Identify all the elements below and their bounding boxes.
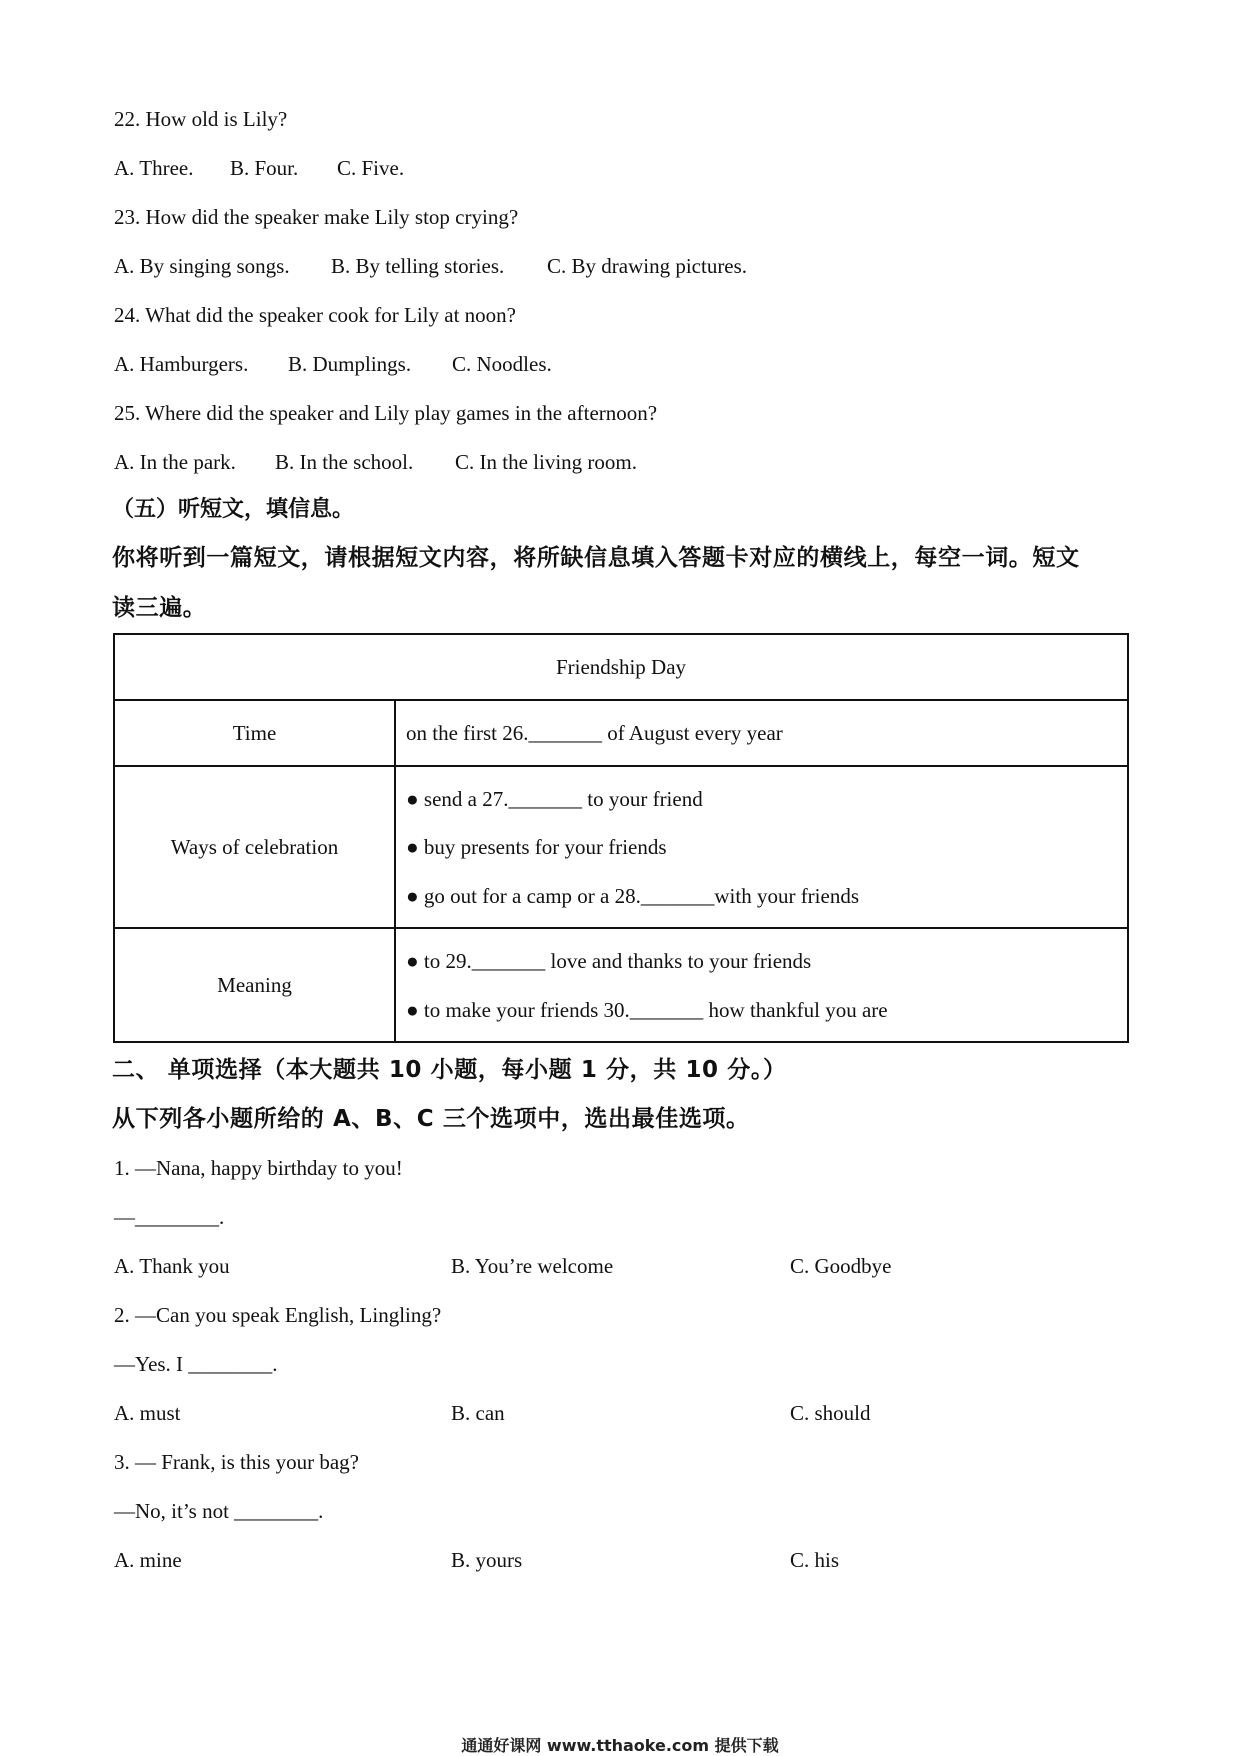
- question-24: 24. What did the speaker cook for Lily at noon?: [114, 303, 516, 327]
- option-1-b: B. You’re welcome: [451, 1254, 614, 1278]
- option-1-a: A. Thank you: [114, 1254, 230, 1278]
- section-5-heading: （五）听短文，填信息。: [112, 497, 355, 522]
- question-25: 25. Where did the speaker and Lily play games in the afternoon?: [114, 401, 658, 425]
- option-3-b: B. yours: [451, 1548, 523, 1572]
- question-23: 23. How did the speaker make Lily stop crying?: [114, 205, 519, 229]
- option-23-c: C. By drawing pictures.: [547, 254, 748, 278]
- option-2-b: B. can: [451, 1401, 505, 1425]
- table-title: Friendship Day: [555, 655, 687, 679]
- meaning-item: ● to make your friends 30._______ how thankful you are: [406, 998, 888, 1022]
- option-22-a: A. Three.: [114, 156, 194, 180]
- time-value: on the first 26._______ of August every year: [406, 721, 783, 745]
- option-25-b: B. In the school.: [275, 450, 414, 474]
- option-25-c: C. In the living room.: [455, 450, 637, 474]
- option-24-a: A. Hamburgers.: [114, 352, 249, 376]
- friendship-day-table: [113, 633, 1129, 1043]
- question-3-line-1: 3. — Frank, is this your bag?: [114, 1450, 359, 1474]
- table-divider: [115, 699, 1127, 701]
- meaning-item: ● to 29._______ love and thanks to your friends: [406, 949, 812, 973]
- way-item: ● send a 27._______ to your friend: [406, 787, 703, 811]
- option-23-a: A. By singing songs.: [114, 254, 290, 278]
- option-24-b: B. Dumplings.: [288, 352, 412, 376]
- option-1-c: C. Goodbye: [790, 1254, 892, 1278]
- way-item: ● go out for a camp or a 28._______with your friends: [406, 884, 860, 908]
- question-3-line-2: —No, it’s not ________.: [114, 1499, 324, 1523]
- question-2-line-2: —Yes. I ________.: [114, 1352, 278, 1376]
- option-25-a: A. In the park.: [114, 450, 236, 474]
- option-2-c: C. should: [790, 1401, 871, 1425]
- section-2-instruction: 从下列各小题所给的 A、B、C 三个选项中，选出最佳选项。: [112, 1106, 750, 1132]
- option-22-c: C. Five.: [337, 156, 405, 180]
- ways-label: Ways of celebration: [170, 835, 339, 859]
- section-5-instruction-2: 读三遍。: [112, 595, 207, 621]
- section-2-heading: 二、 单项选择（本大题共 10 小题，每小题 1 分，共 10 分。）: [112, 1057, 787, 1083]
- table-divider: [115, 927, 1127, 929]
- option-3-c: C. his: [790, 1548, 840, 1572]
- question-1-line-2: —________.: [114, 1205, 225, 1229]
- option-3-a: A. mine: [114, 1548, 182, 1572]
- question-2-line-1: 2. —Can you speak English, Lingling?: [114, 1303, 442, 1327]
- table-divider: [115, 765, 1127, 767]
- option-22-b: B. Four.: [230, 156, 299, 180]
- question-22: 22. How old is Lily?: [114, 107, 288, 131]
- option-24-c: C. Noodles.: [452, 352, 552, 376]
- option-2-a: A. must: [114, 1401, 181, 1425]
- option-23-b: B. By telling stories.: [331, 254, 505, 278]
- question-1-line-1: 1. —Nana, happy birthday to you!: [114, 1156, 403, 1180]
- section-5-instruction-1: 你将听到一篇短文，请根据短文内容，将所缺信息填入答题卡对应的横线上，每空一词。短文: [112, 545, 1080, 571]
- way-item: ● buy presents for your friends: [406, 835, 667, 859]
- footer-watermark: 通通好课网 www.tthaoke.com 提供下载: [461, 1736, 779, 1755]
- time-label: Time: [232, 721, 277, 745]
- meaning-label: Meaning: [217, 973, 292, 997]
- table-column-divider: [394, 700, 396, 1041]
